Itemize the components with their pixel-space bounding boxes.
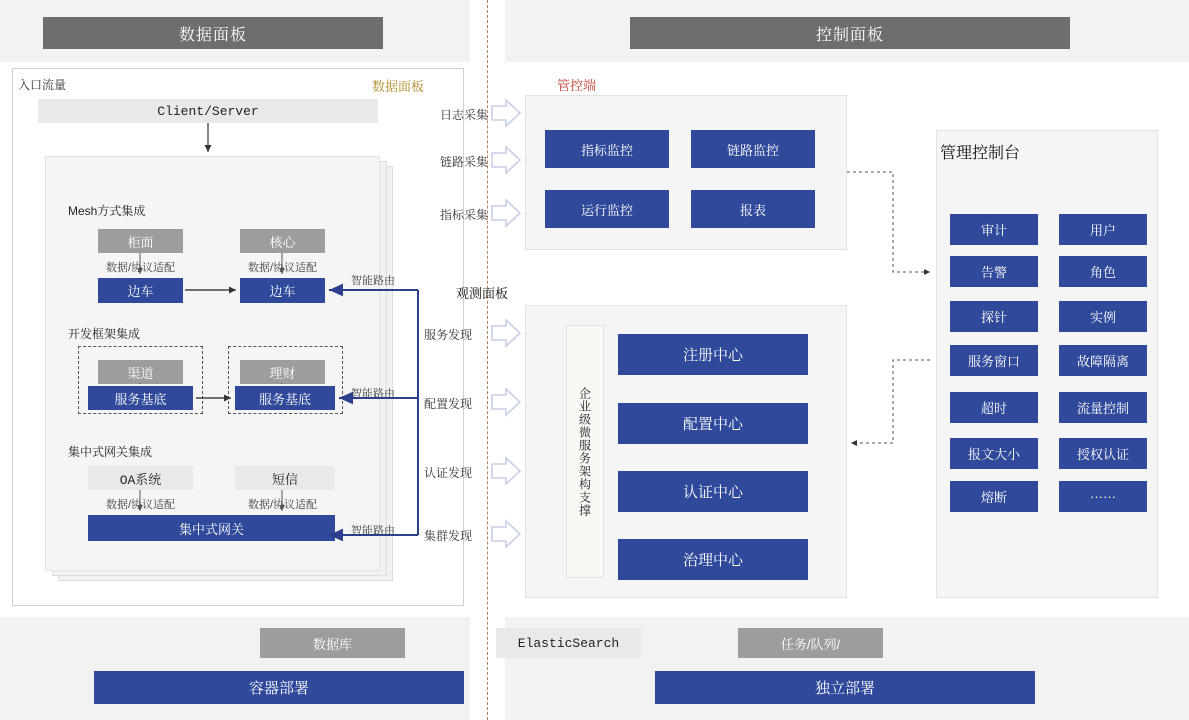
console-item-flow-control[interactable]: 流量控制: [1059, 392, 1147, 423]
container-deploy-block: 容器部署: [94, 671, 464, 704]
framework-route-label: 智能路由: [351, 388, 395, 400]
gateway-left-node: OA系统: [88, 466, 193, 490]
arrow-label-service-discovery: 服务发现: [424, 328, 473, 342]
auth-center-block: 认证中心: [618, 471, 808, 512]
mesh-right-adapt-label: 数据/协议适配: [247, 262, 318, 274]
mesh-left-sidecar: 边车: [98, 278, 183, 303]
arrow-label-trace-collect: 链路采集: [440, 155, 489, 169]
client-server-box: Client/Server: [38, 99, 378, 123]
framework-left-base: 服务基底: [88, 386, 193, 410]
console-item-instance[interactable]: 实例: [1059, 301, 1147, 332]
registry-center-block: 注册中心: [618, 334, 808, 375]
gateway-left-adapt-label: 数据/协议适配: [105, 499, 176, 511]
group-title-gateway: 集中式网关集成: [68, 445, 153, 459]
standalone-deploy-block: 独立部署: [655, 671, 1035, 704]
config-center-block: 配置中心: [618, 403, 808, 444]
console-item-circuit-breaker[interactable]: 熔断: [950, 481, 1038, 512]
panel-header-right: 控制面板: [630, 17, 1070, 49]
mesh-right-sidecar: 边车: [240, 278, 325, 303]
report-block: 报表: [691, 190, 815, 228]
ingress-label: 入口流量: [18, 78, 67, 92]
panel-header-left: 数据面板: [43, 17, 383, 49]
arrow-label-cluster-discovery: 集群发现: [424, 529, 473, 543]
arrow-label-auth-discovery: 认证发现: [424, 466, 473, 480]
group-title-mesh: Mesh方式集成: [68, 204, 146, 218]
elasticsearch-chip: ElasticSearch: [496, 628, 641, 658]
framework-right-node: 理财: [240, 360, 325, 384]
governance-center-block: 治理中心: [618, 539, 808, 580]
console-item-user[interactable]: 用户: [1059, 214, 1147, 245]
mesh-right-node: 核心: [240, 229, 325, 253]
gateway-route-label: 智能路由: [351, 525, 395, 537]
console-item-probe[interactable]: 探针: [950, 301, 1038, 332]
console-item-message-size[interactable]: 报文大小: [950, 438, 1038, 469]
control-side-label: 管控端: [557, 78, 597, 93]
console-item-service-window[interactable]: 服务窗口: [950, 345, 1038, 376]
task-queue-chip: 任务/队列/: [738, 628, 883, 658]
mesh-left-adapt-label: 数据/协议适配: [105, 262, 176, 274]
console-item-fault-isolation[interactable]: 故障隔离: [1059, 345, 1147, 376]
management-console-title: 管理控制台: [940, 145, 1021, 162]
console-item-role[interactable]: 角色: [1059, 256, 1147, 287]
observe-panel-label: 观测面板: [456, 286, 509, 301]
trace-monitor-block: 链路监控: [691, 130, 815, 168]
framework-right-base: 服务基底: [235, 386, 335, 410]
console-item-alarm[interactable]: 告警: [950, 256, 1038, 287]
mesh-route-label: 智能路由: [351, 275, 395, 287]
metric-monitor-block: 指标监控: [545, 130, 669, 168]
microservice-support-label: 企业级微服务架构支撑: [566, 325, 604, 578]
arrow-label-config-discovery: 配置发现: [424, 397, 473, 411]
mesh-left-node: 柜面: [98, 229, 183, 253]
console-item-audit[interactable]: 审计: [950, 214, 1038, 245]
framework-left-node: 渠道: [98, 360, 183, 384]
centralized-gateway-box: 集中式网关: [88, 515, 335, 541]
database-chip: 数据库: [260, 628, 405, 658]
group-title-framework: 开发框架集成: [68, 327, 141, 341]
runtime-monitor-block: 运行监控: [545, 190, 669, 228]
console-item-timeout[interactable]: 超时: [950, 392, 1038, 423]
arrow-label-metric-collect: 指标采集: [440, 208, 489, 222]
console-item-authorization[interactable]: 授权认证: [1059, 438, 1147, 469]
console-item-more[interactable]: ······: [1059, 481, 1147, 512]
gateway-right-adapt-label: 数据/协议适配: [247, 499, 318, 511]
arrow-label-log-collect: 日志采集: [440, 108, 489, 122]
gateway-right-node: 短信: [235, 466, 335, 490]
data-panel-corner-label: 数据面板: [372, 79, 425, 94]
